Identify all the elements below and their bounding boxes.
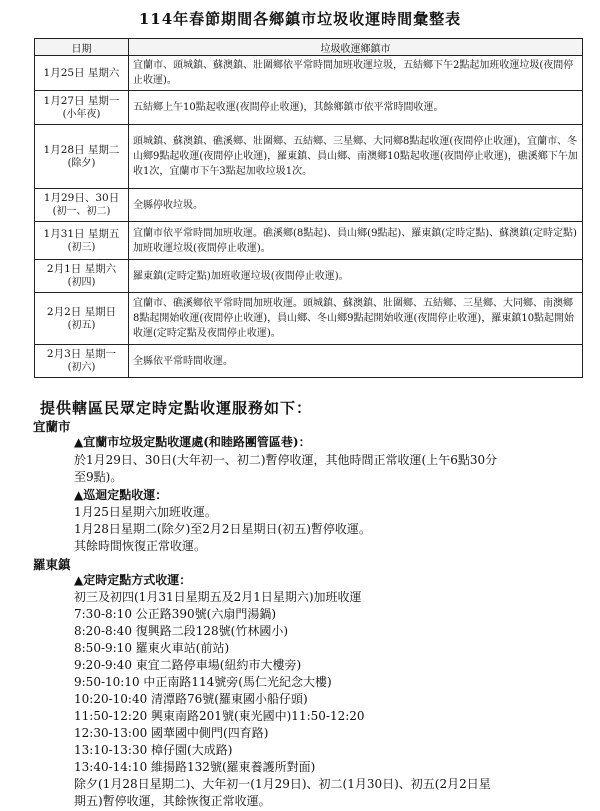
date-note: (初五): [67, 319, 96, 331]
service-intro: 提供轄區民眾定時定點收運服務如下：: [40, 399, 313, 417]
date-note: (初三): [67, 241, 96, 253]
table-row: [35, 91, 583, 125]
table-row: [35, 56, 583, 91]
schedule-entry: 7:30-8:10 公正路390號(六扇門湯鍋): [74, 607, 277, 621]
detail-cell: 宜蘭市、頭城鎮、蘇澳鎮、壯圍鄉依平常時間加班收運垃圾，五結鄉下午2點起加班收運垃圾(夜間停止收運)。: [129, 56, 583, 91]
document-title: 114年春節期間各鄉鎮市垃圾收運時間彙整表: [138, 10, 462, 28]
date-text: 2月2日 星期日: [46, 305, 117, 318]
date-cell: [35, 56, 129, 91]
schedule-entry: 9:20-9:40 東宜二路停車場(紐約市大樓旁): [74, 658, 302, 672]
table-row: [35, 189, 583, 222]
schedule-entry: 9:50-10:10 中正南路114號旁(馬仁光紀念大樓): [74, 675, 332, 689]
detail-cell: 宜蘭市、礁溪鄉依平常時間加班收運。頭城鎮、蘇澳鎮、壯圍鄉、五結鄉、三星鄉、大同鄉、南澳鄉8點起開始收運(夜間停止收運)，員山鄉、冬山鄉9點起開始收運(夜間停止收運)，羅東鎮10點起開始收運(定時定點及夜間停止收運)。: [129, 293, 583, 345]
table-row: [35, 293, 583, 345]
date-cell: [35, 293, 129, 345]
header-date: 日期: [35, 39, 129, 56]
date-note: (初一、初二): [52, 206, 111, 217]
yilan-item1-title: ▲宜蘭市垃圾定點收運處(和睦路團管區巷)：: [74, 435, 311, 449]
table-row: [35, 125, 583, 189]
date-text: 2月1日 星期六: [46, 263, 117, 275]
detail-cell: 五結鄉上午10點起收運(夜間停止收運)，其餘鄉鎮市依平常時間收運。: [129, 91, 583, 125]
yilan-item2-line: 1月25日星期六加班收運。: [74, 505, 217, 519]
table-header-row: [35, 39, 583, 56]
detail-cell: 全縣停收垃圾。: [129, 189, 583, 222]
schedule-entry: 12:30-13:00 國華國中側門(四育路): [74, 726, 269, 740]
date-cell: [35, 125, 129, 189]
date-note: (初四): [67, 277, 96, 288]
yilan-item1-line: 於1月29日、30日(大年初一、初二)暫停收運，其他時間正常收運(上午6點30分: [74, 453, 498, 467]
luodong-closing: 除夕(1月28日星期二)、大年初一(1月29日)、初二(1月30日)、初五(2月2日星: [74, 777, 491, 791]
detail-cell: 頭城鎮、蘇澳鎮、礁溪鄉、壯圍鄉、五結鄉、三星鄉、大同鄉8點起收運(夜間停止收運)，宜蘭市、冬山鄉9點起收運(夜間停止收運)，羅東鎮、員山鄉、南澳鄉10點起收運(夜間停止收運)，礁溪鄉下午加收1次，宜蘭市下午3點起加收垃圾1次。: [129, 125, 583, 189]
table-row: [35, 260, 583, 293]
date-note: (除夕): [67, 157, 96, 169]
date-text: 1月31日 星期五: [43, 227, 120, 240]
date-cell: [35, 91, 129, 125]
date-cell: [35, 222, 129, 260]
date-text: 1月25日 星期六: [43, 67, 120, 79]
table-row: [35, 345, 583, 378]
yilan-item2-line: 其餘時間恢復正常收運。: [74, 539, 207, 553]
yilan-heading: 宜蘭市: [33, 419, 71, 434]
yilan-item2-title: ▲巡迴定點收運：: [74, 488, 168, 502]
schedule-entry: 13:10-13:30 樟仔園(大成路): [74, 743, 233, 757]
yilan-item2-line: 1月28日星期二(除夕)至2月2日星期日(初五)暫停收運。: [74, 522, 371, 536]
date-text: 1月29日、30日: [43, 192, 120, 204]
table-row: [35, 222, 583, 260]
date-text: 1月28日 星期二: [43, 143, 120, 156]
luodong-item-title: ▲定時定點方式收運：: [74, 573, 192, 587]
date-cell: [35, 345, 129, 378]
date-note: (小年夜): [62, 108, 101, 120]
schedule-entry: 13:40-14:10 維揚路132號(羅東養護所對面): [74, 760, 316, 774]
schedule-entry: 11:50-12:20 興東南路201號(東光國中)11:50-12:20: [74, 709, 365, 723]
header-towns: 垃圾收運鄉鎮市: [129, 39, 583, 56]
luodong-heading: 羅東鎮: [33, 557, 71, 572]
date-cell: [35, 260, 129, 293]
yilan-item1-line: 至9點)。: [74, 470, 123, 484]
date-text: 2月3日 星期一: [46, 348, 117, 360]
date-note: (初六): [67, 362, 96, 373]
schedule-table: [34, 38, 583, 378]
date-text: 1月27日 星期一: [43, 94, 120, 107]
luodong-item-intro: 初三及初四(1月31日星期五及2月1日星期六)加班收運: [74, 590, 362, 604]
date-cell: [35, 189, 129, 222]
detail-cell: 全縣依平常時間收運。: [129, 345, 583, 378]
schedule-entry: 10:20-10:40 清潭路76號(羅東國小船仔頭): [74, 692, 308, 706]
schedule-entry: 8:20-8:40 復興路二段128號(竹林國小): [74, 624, 289, 638]
luodong-closing: 期五)暫停收運，其餘恢復正常收運。: [74, 794, 271, 808]
detail-cell: 羅東鎮(定時定點)加班收運垃圾(夜間停止收運)。: [129, 260, 583, 293]
detail-cell: 宜蘭市依平常時間加班收運。礁溪鄉(8點起)、員山鄉(9點起)、羅東鎮(定時定點)、蘇澳鎮(定時定點)加班收運垃圾(夜間停止收運)。: [129, 222, 583, 260]
schedule-entry: 8:50-9:10 羅東火車站(前站): [74, 641, 230, 655]
